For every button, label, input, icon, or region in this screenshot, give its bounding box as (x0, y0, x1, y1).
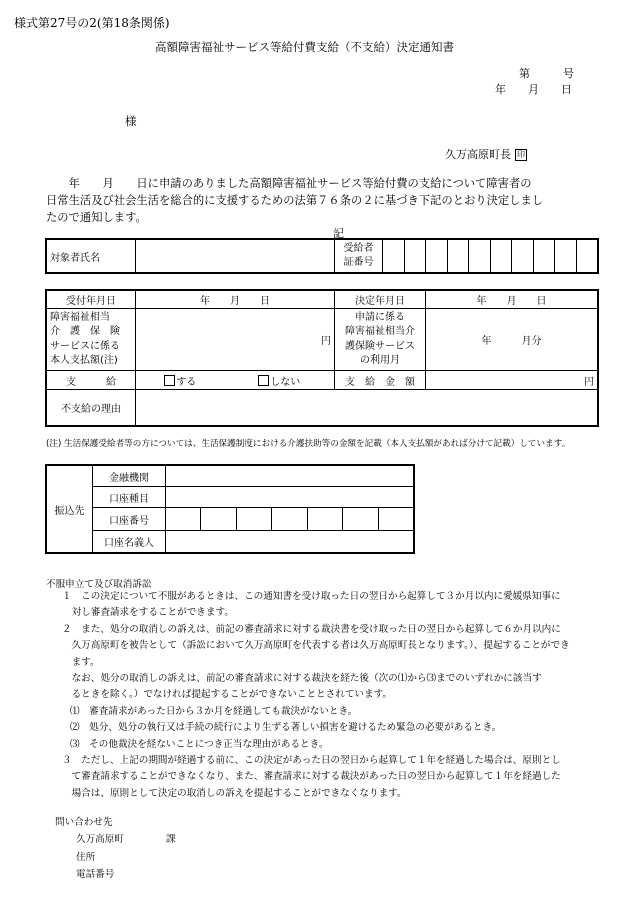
cert-digit[interactable] (447, 240, 469, 273)
appeal-line: 久万高原町を被告として（訴訟において久万高原町を代表する者は久万高原町長となります。）、提起することができ (62, 640, 570, 652)
bank-header: 振込先 (47, 466, 93, 553)
appeal-line: 対し審査請求をすることができます。 (62, 607, 234, 619)
account-digit[interactable] (201, 508, 236, 531)
issuer-name: 久万高原町長 (445, 148, 511, 161)
issue-date: 年 月 日 (495, 83, 572, 96)
appeal-line: ２ また、処分の取消しの訴えは、前記の審査請求に対する裁決書を受け取った日の翌日から起算して６か月以内に (62, 623, 561, 635)
bank-table (46, 465, 414, 553)
account-type-label: 口座種目 (93, 487, 166, 508)
account-digit[interactable] (166, 508, 201, 531)
appeal-heading: 不服申立て及び取消訴訟 (46, 579, 152, 590)
option-no[interactable]: しない (225, 371, 335, 390)
contact-office: 久万高原町 (76, 834, 124, 845)
cert-digit[interactable] (426, 240, 448, 273)
cert-digit[interactable] (576, 240, 598, 273)
decision-date-value[interactable]: 年 月 日 (426, 291, 598, 309)
option-yes[interactable]: する (136, 371, 225, 390)
contact-phone-label: 電話番号 (76, 869, 115, 880)
page-title: 高額障害福祉サービス等給付費支給（不支給）決定通知書 (155, 40, 454, 54)
amount-label: 支 給 金 額 (335, 371, 426, 390)
account-holder-label: 口座名義人 (93, 531, 166, 553)
cert-digit[interactable] (512, 240, 534, 273)
appeal-line: なお、処分の取消しの訴えは、前記の審査請求に対する裁決を経た後（次の⑴から⑶までのいずれかに該当す (62, 673, 542, 685)
seal-mark: 印 (517, 150, 525, 159)
body-line: 年 月 日に申請のありました高額障害福祉サービス等給付費の支給について障害者の (46, 177, 532, 190)
amount-field[interactable] (426, 371, 598, 390)
decision-date-label: 決定年月日 (335, 291, 426, 309)
account-number-label: 口座番号 (93, 508, 166, 531)
body-text (46, 175, 543, 226)
appeal-line: るときを除く。）でなければ提起することができないこととされています。 (62, 689, 393, 701)
appeal-line: １ この決定について不服があるときは、この通知書を受け取った日の翌日から起算して３か月以内に愛媛県知事に (62, 591, 561, 602)
reason-field[interactable] (136, 390, 598, 426)
account-digit[interactable] (307, 508, 342, 531)
doc-number: 第 号 (519, 67, 574, 80)
cert-digit[interactable] (555, 240, 577, 273)
copay-amount-field[interactable] (136, 309, 335, 371)
footnote: (注) 生活保護受給者等の方については、生活保護制度における介護扶助等の金額を記載（本人支払額があれば分けて記載）しています。 (46, 439, 571, 449)
copay-label: 障害福祉相当 介 護 保 険 サービスに係る 本人支払額(注) (47, 309, 136, 371)
usage-month-value[interactable]: 年 月分 (426, 309, 598, 371)
appeal-line: ます。 (62, 656, 100, 668)
institution-label: 金融機関 (93, 466, 166, 487)
copay-unit: 円 (321, 336, 331, 347)
cert-digit[interactable] (533, 240, 555, 273)
recipient-suffix: 様 (125, 114, 137, 128)
cert-digit[interactable] (383, 240, 405, 273)
contact-section: 課 (166, 834, 176, 845)
receipt-date-value[interactable]: 年 月 日 (136, 291, 335, 309)
appeal-line: て審査請求することができなくなり、また、審査請求に対する裁決があった日の翌日から起算して１年を経過した (62, 771, 561, 783)
account-digit[interactable] (343, 508, 378, 531)
account-digit[interactable] (236, 508, 271, 531)
appeal-line: ⑴ 審査請求があった日から３か月を経過しても裁決がないとき。 (70, 705, 358, 717)
subject-table (46, 239, 598, 273)
receipt-date-label: 受付年月日 (47, 291, 136, 309)
amount-unit: 円 (584, 376, 594, 388)
account-digit[interactable] (272, 508, 307, 531)
body-line: たので通知します。 (46, 211, 147, 224)
subject-name-field[interactable] (136, 240, 335, 273)
cert-digit[interactable] (490, 240, 512, 273)
contact-address-label: 住所 (76, 852, 96, 863)
reason-label: 不支給の理由 (47, 390, 136, 426)
usage-month-label: 申請に係る 障害福祉相当介 護保険サービス の利用月 (335, 309, 426, 371)
cert-number-label: 受給者 証番号 (335, 240, 383, 273)
payment-label: 支 給 (47, 371, 136, 390)
issuer (445, 146, 527, 162)
decision-table (46, 290, 598, 426)
account-holder-field[interactable] (166, 531, 414, 553)
subject-name-label: 対象者氏名 (47, 240, 136, 273)
checkbox-yes[interactable] (164, 375, 175, 386)
account-type-field[interactable] (166, 487, 414, 508)
appeal-line: ⑶ その他裁決を経ないことにつき正当な理由があるとき。 (70, 738, 329, 750)
cert-digit[interactable] (404, 240, 426, 273)
contact-heading: 問い合わせ先 (55, 817, 113, 828)
ki-heading: 記 (333, 227, 344, 240)
appeal-line: ３ ただし、上記の期間が経過する前に、この決定があった日の翌日から起算して１年を経過した場合は、原則とし (62, 755, 561, 767)
account-digit[interactable] (378, 508, 413, 531)
institution-field[interactable] (166, 466, 414, 487)
form-number: 様式第27号の2(第18条関係) (14, 16, 170, 30)
body-line: 日常生活及び社会生活を総合的に支援するための法第７６条の２に基づき下記のとおり決定しまし (46, 194, 544, 207)
checkbox-no[interactable] (258, 375, 269, 386)
appeal-line: 場合は、原則として決定の取消しの訴えを提起することができなくなります。 (62, 787, 407, 799)
cert-digit[interactable] (469, 240, 491, 273)
appeal-text (48, 589, 588, 802)
appeal-line: ⑵ 処分、処分の執行又は手続の続行により生ずる著しい損害を避けるため緊急の必要があるとき。 (70, 722, 502, 734)
